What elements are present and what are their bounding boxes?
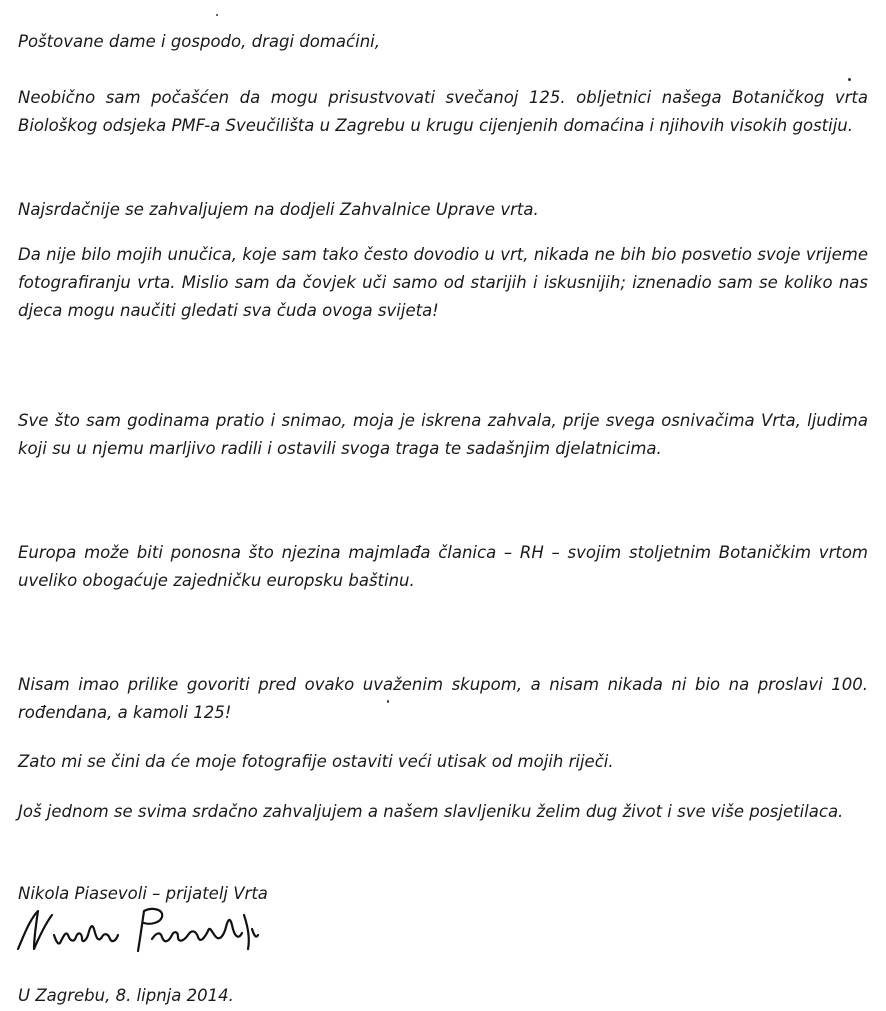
paragraph-founders: Sve što sam godinama pratio i snimao, moja je iskrena zahvala, prije svega osnivačima Vrta, ljudima koji su u njemu marljivo radili i ostavili svoga traga te sadašnjim djelatnicima. — [18, 411, 868, 458]
paragraph-closing-thanks: Još jednom se svima srdačno zahvaljujem a našem slavljeniku želim dug život i sve više posjetilaca. — [18, 802, 844, 821]
paper-speck — [848, 78, 851, 81]
author-line: Nikola Piasevoli – prijatelj Vrta — [18, 884, 268, 903]
paragraph-photographs: Zato mi se čini da će moje fotografije ostaviti veći utisak od mojih riječi. — [18, 752, 614, 771]
paragraph-occasion: Nisam imao prilike govoriti pred ovako uvaženim skupom, a nisam nikada ni bio na proslavi 100. rođendana, a kamoli 125! — [18, 675, 868, 722]
handwritten-signature — [12, 905, 262, 957]
paragraph-europe: Europa može biti ponosna što njezina majmlađa članica – RH – svojim stoljetnim Botaničkim vrtom uveliko obogaćuje zajedničku europsku baštinu. — [18, 543, 868, 590]
place-date-line: U Zagrebu, 8. lipnja 2014. — [18, 986, 234, 1005]
paragraph-anniversary: Neobično sam počašćen da mogu prisustvovati svečanoj 125. obljetnici našega Botaničkog vrta Biološkog odsjeka PMF-a Sveučilišta u Zagrebu u krugu cijenjenih domaćina i njihovih visokih gostiju. — [18, 88, 868, 135]
paper-speck — [216, 14, 218, 16]
paragraph-grandchildren: Da nije bilo mojih unučica, koje sam tako često dovodio u vrt, nikada ne bih bio posvetio svoje vrijeme fotografiranju vrta. Mislio sam da čovjek uči samo od starijih i iskusnijih; iznenadio sam se koliko nas djeca mogu naučiti gledati sva čuda ovoga svijeta! — [18, 245, 868, 320]
paragraph-thanks: Najsrdačnije se zahvaljujem na dodjeli Zahvalnice Uprave vrta. — [18, 200, 539, 219]
greeting-line: Poštovane dame i gospodo, dragi domaćini, — [18, 32, 380, 51]
paper-speck — [387, 700, 389, 703]
